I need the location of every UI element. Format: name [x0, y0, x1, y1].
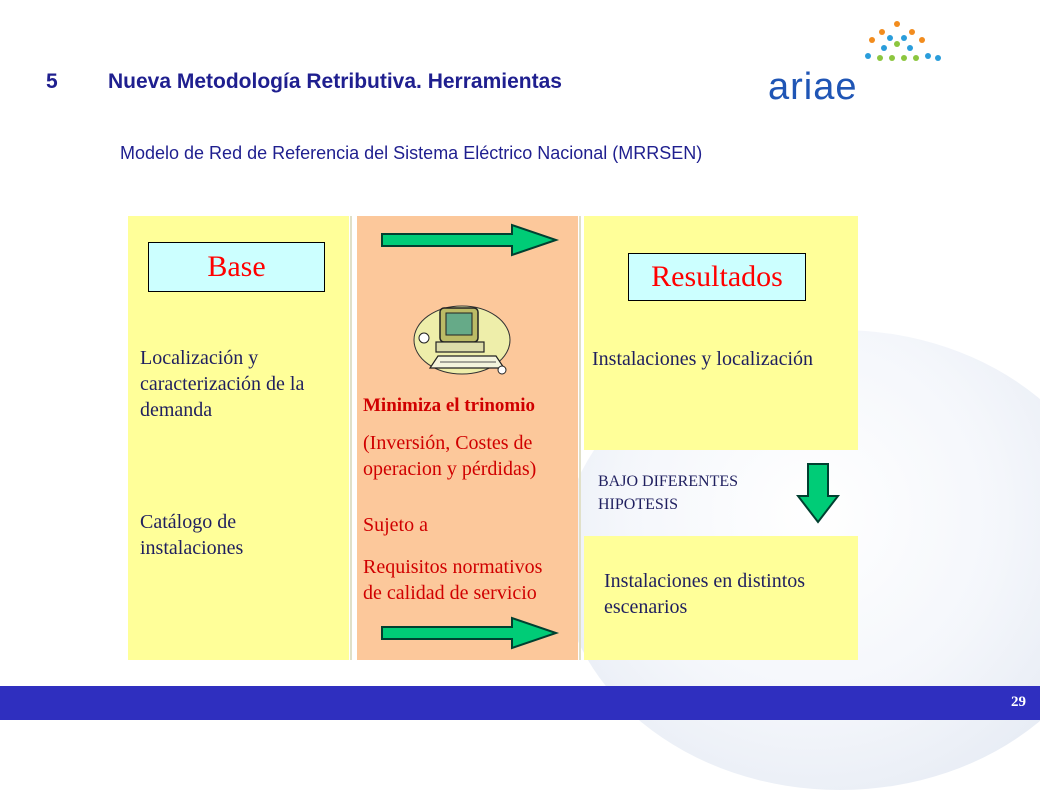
results-box — [628, 253, 806, 301]
base-label: Base — [207, 250, 266, 283]
installations-location-text: Instalaciones y localización — [592, 348, 814, 370]
panel-divider — [350, 216, 352, 660]
page-number: 29 — [1011, 694, 1026, 710]
text-line: Catálogo de — [140, 511, 237, 533]
requirements-text — [363, 554, 542, 606]
trinomial-detail — [363, 430, 536, 482]
text-line: Instalaciones en distintos — [604, 570, 806, 592]
catalog-text — [140, 509, 243, 561]
arrow-right-icon — [380, 616, 560, 650]
footer-bar — [0, 686, 1040, 720]
text-line: demanda — [140, 399, 213, 421]
hypothesis-text — [598, 470, 738, 516]
results-panel — [584, 216, 858, 450]
section-number: 5 — [46, 70, 58, 93]
text-line: operacion y pérdidas) — [363, 458, 537, 480]
text-line: escenarios — [604, 596, 688, 618]
text-line: BAJO DIFERENTES — [598, 473, 739, 490]
base-box — [148, 242, 325, 292]
subtitle: Modelo de Red de Referencia del Sistema Eléctrico Nacional (MRRSEN) — [120, 143, 703, 163]
subject-to-text: Sujeto a — [363, 514, 428, 536]
computer-icon — [410, 298, 515, 380]
minimize-heading: Minimiza el trinomio — [363, 395, 536, 416]
text-line: de calidad de servicio — [363, 582, 537, 604]
page-title: Nueva Metodología Retributiva. Herramientas — [108, 70, 562, 93]
logo-text: ariae — [768, 66, 858, 108]
text-line: Localización y — [140, 347, 259, 369]
text-line: caracterización de la — [140, 373, 305, 395]
text-line: HIPOTESIS — [598, 496, 679, 514]
text-line: Requisitos normativos — [363, 556, 543, 578]
text-line: instalaciones — [140, 537, 244, 559]
arrow-down-icon — [796, 462, 840, 524]
scenarios-text — [604, 568, 805, 620]
demand-text — [140, 345, 304, 423]
arrow-right-icon — [380, 223, 560, 257]
logo-dots-icon — [862, 18, 942, 68]
panel-divider — [579, 216, 581, 660]
text-line: (Inversión, Costes de — [363, 432, 533, 454]
results-label: Resultados — [651, 260, 783, 293]
